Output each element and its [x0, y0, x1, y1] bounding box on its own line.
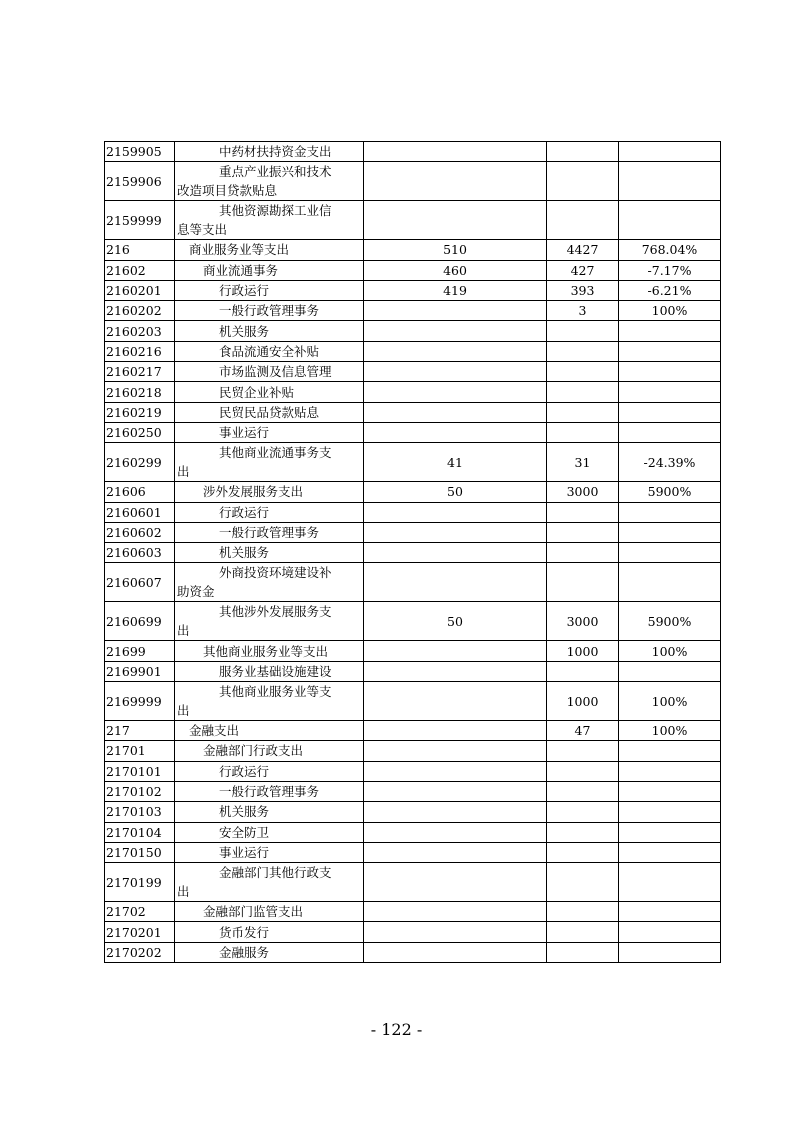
- value-prev-year: [364, 741, 547, 761]
- row-code: 2170103: [105, 802, 175, 822]
- value-prev-year: [364, 641, 547, 661]
- table-row: [105, 682, 721, 721]
- value-change: [619, 522, 721, 542]
- value-current: [547, 162, 619, 201]
- value-current: 31: [547, 443, 619, 482]
- value-prev-year: [364, 661, 547, 681]
- value-current: [547, 842, 619, 862]
- value-current: [547, 142, 619, 162]
- value-prev-year: [364, 682, 547, 721]
- row-name: [175, 602, 364, 641]
- row-name: 机关服务: [175, 321, 364, 341]
- value-prev-year: [364, 543, 547, 563]
- value-prev-year: [364, 863, 547, 902]
- row-name-line1: 外商投资环境建设补: [219, 565, 332, 581]
- row-name: 商业流通事务: [175, 260, 364, 280]
- row-code: 21699: [105, 641, 175, 661]
- row-code: 2170101: [105, 761, 175, 781]
- row-code: 2170104: [105, 822, 175, 842]
- value-prev-year: 460: [364, 260, 547, 280]
- value-current: 3000: [547, 482, 619, 502]
- value-change: [619, 201, 721, 240]
- table-row: [105, 721, 721, 741]
- table-row: [105, 422, 721, 442]
- table-row: [105, 362, 721, 382]
- value-current: [547, 661, 619, 681]
- table-row: [105, 922, 721, 942]
- value-current: [547, 321, 619, 341]
- table-row: [105, 142, 721, 162]
- row-name: 行政运行: [175, 502, 364, 522]
- row-name: 金融部门监管支出: [175, 902, 364, 922]
- row-name: 民贸企业补贴: [175, 382, 364, 402]
- row-code: 2170202: [105, 942, 175, 962]
- value-change: [619, 502, 721, 522]
- budget-table: [104, 141, 721, 963]
- value-prev-year: [364, 563, 547, 602]
- row-code: 216: [105, 240, 175, 260]
- value-current: [547, 341, 619, 361]
- value-current: [547, 543, 619, 563]
- value-current: 393: [547, 280, 619, 300]
- table-row: [105, 280, 721, 300]
- value-change: [619, 661, 721, 681]
- row-name: 商业服务业等支出: [175, 240, 364, 260]
- value-change: 5900%: [619, 482, 721, 502]
- value-change: [619, 341, 721, 361]
- value-current: [547, 942, 619, 962]
- value-prev-year: 41: [364, 443, 547, 482]
- row-name-line2: 助资金: [177, 584, 215, 600]
- value-prev-year: [364, 321, 547, 341]
- row-code: 2160299: [105, 443, 175, 482]
- value-prev-year: [364, 842, 547, 862]
- row-code: 2169901: [105, 661, 175, 681]
- value-change: [619, 902, 721, 922]
- value-change: 100%: [619, 721, 721, 741]
- value-prev-year: [364, 142, 547, 162]
- row-code: 2160607: [105, 563, 175, 602]
- value-change: -24.39%: [619, 443, 721, 482]
- row-name: [175, 443, 364, 482]
- table-row: [105, 661, 721, 681]
- row-name-line1: 重点产业振兴和技术: [219, 164, 332, 180]
- table-row: [105, 260, 721, 280]
- value-change: 100%: [619, 682, 721, 721]
- row-code: 2160250: [105, 422, 175, 442]
- row-name: 行政运行: [175, 280, 364, 300]
- row-code: 2160699: [105, 602, 175, 641]
- row-name-line2: 改造项目贷款贴息: [177, 183, 278, 199]
- value-change: [619, 822, 721, 842]
- value-current: 4427: [547, 240, 619, 260]
- row-name-line1: 其他商业流通事务支: [219, 445, 332, 461]
- value-current: 47: [547, 721, 619, 741]
- value-prev-year: 50: [364, 482, 547, 502]
- row-name: 机关服务: [175, 543, 364, 563]
- table-row: [105, 301, 721, 321]
- value-change: -7.17%: [619, 260, 721, 280]
- row-name: 行政运行: [175, 761, 364, 781]
- table-row: [105, 602, 721, 641]
- value-change: [619, 543, 721, 563]
- row-name: [175, 863, 364, 902]
- row-name: 金融服务: [175, 942, 364, 962]
- row-code: 21606: [105, 482, 175, 502]
- row-name-line2: 息等支出: [177, 222, 228, 238]
- value-prev-year: [364, 822, 547, 842]
- value-change: [619, 382, 721, 402]
- value-prev-year: [364, 902, 547, 922]
- value-current: [547, 863, 619, 902]
- table-row: [105, 162, 721, 201]
- row-code: 2170102: [105, 781, 175, 801]
- row-code: 2160219: [105, 402, 175, 422]
- value-change: [619, 842, 721, 862]
- table-row: [105, 502, 721, 522]
- table-row: [105, 240, 721, 260]
- table-row: [105, 402, 721, 422]
- value-prev-year: [364, 922, 547, 942]
- value-change: -6.21%: [619, 280, 721, 300]
- value-current: [547, 922, 619, 942]
- row-name: [175, 682, 364, 721]
- row-code: 2169999: [105, 682, 175, 721]
- value-current: [547, 502, 619, 522]
- value-change: [619, 761, 721, 781]
- row-name: 事业运行: [175, 842, 364, 862]
- row-name: 其他商业服务业等支出: [175, 641, 364, 661]
- value-current: [547, 563, 619, 602]
- row-name: 涉外发展服务支出: [175, 482, 364, 502]
- row-name: 金融支出: [175, 721, 364, 741]
- value-prev-year: [364, 942, 547, 962]
- value-change: [619, 321, 721, 341]
- row-code: 2159905: [105, 142, 175, 162]
- row-name: 安全防卫: [175, 822, 364, 842]
- value-current: [547, 201, 619, 240]
- value-change: 768.04%: [619, 240, 721, 260]
- value-current: [547, 761, 619, 781]
- row-name-line2: 出: [177, 703, 190, 719]
- row-name: 食品流通安全补贴: [175, 341, 364, 361]
- table-row: [105, 902, 721, 922]
- table-row: [105, 443, 721, 482]
- row-code: 21702: [105, 902, 175, 922]
- row-name-line1: 其他资源勘探工业信: [219, 203, 332, 219]
- value-change: [619, 802, 721, 822]
- value-prev-year: [364, 721, 547, 741]
- value-current: [547, 802, 619, 822]
- value-change: [619, 422, 721, 442]
- value-change: [619, 362, 721, 382]
- row-name: 事业运行: [175, 422, 364, 442]
- row-code: 2160217: [105, 362, 175, 382]
- row-name: 金融部门行政支出: [175, 741, 364, 761]
- value-prev-year: [364, 761, 547, 781]
- row-code: 2160216: [105, 341, 175, 361]
- row-name: 一般行政管理事务: [175, 781, 364, 801]
- row-code: 2160603: [105, 543, 175, 563]
- row-name-line2: 出: [177, 884, 190, 900]
- value-prev-year: [364, 162, 547, 201]
- value-change: 5900%: [619, 602, 721, 641]
- value-prev-year: [364, 402, 547, 422]
- value-prev-year: [364, 382, 547, 402]
- value-change: [619, 142, 721, 162]
- table-row: [105, 382, 721, 402]
- table-row: [105, 522, 721, 542]
- value-current: 3: [547, 301, 619, 321]
- row-code: 21602: [105, 260, 175, 280]
- value-prev-year: [364, 301, 547, 321]
- row-name: 机关服务: [175, 802, 364, 822]
- table-row: [105, 563, 721, 602]
- table-row: [105, 641, 721, 661]
- row-code: 2170201: [105, 922, 175, 942]
- value-prev-year: [364, 802, 547, 822]
- value-change: [619, 922, 721, 942]
- row-name: 服务业基础设施建设: [175, 661, 364, 681]
- table-row: [105, 942, 721, 962]
- value-current: 3000: [547, 602, 619, 641]
- row-code: 2160602: [105, 522, 175, 542]
- value-prev-year: [364, 522, 547, 542]
- table-row: [105, 863, 721, 902]
- value-current: 1000: [547, 682, 619, 721]
- table-row: [105, 482, 721, 502]
- value-prev-year: [364, 201, 547, 240]
- value-prev-year: 50: [364, 602, 547, 641]
- row-name-line1: 金融部门其他行政支: [219, 865, 332, 881]
- value-change: 100%: [619, 641, 721, 661]
- table-row: [105, 781, 721, 801]
- value-change: [619, 162, 721, 201]
- row-name-line2: 出: [177, 623, 190, 639]
- table-row: [105, 741, 721, 761]
- value-change: [619, 942, 721, 962]
- value-prev-year: 510: [364, 240, 547, 260]
- row-code: 2170199: [105, 863, 175, 902]
- row-name: [175, 563, 364, 602]
- table-row: [105, 341, 721, 361]
- value-current: [547, 781, 619, 801]
- table-row: [105, 201, 721, 240]
- value-current: [547, 741, 619, 761]
- value-current: [547, 902, 619, 922]
- row-code: 2170150: [105, 842, 175, 862]
- value-current: 1000: [547, 641, 619, 661]
- row-name: 货币发行: [175, 922, 364, 942]
- value-prev-year: 419: [364, 280, 547, 300]
- row-name: [175, 201, 364, 240]
- table-row: [105, 761, 721, 781]
- value-current: [547, 522, 619, 542]
- row-name-line1: 其他商业服务业等支: [219, 684, 332, 700]
- value-current: [547, 822, 619, 842]
- row-code: 2159906: [105, 162, 175, 201]
- value-current: 427: [547, 260, 619, 280]
- table-body: [105, 142, 721, 963]
- row-name: [175, 162, 364, 201]
- value-prev-year: [364, 422, 547, 442]
- table-row: [105, 842, 721, 862]
- row-code: 21701: [105, 741, 175, 761]
- value-current: [547, 382, 619, 402]
- row-code: 2159999: [105, 201, 175, 240]
- row-name: 民贸民品贷款贴息: [175, 402, 364, 422]
- value-current: [547, 402, 619, 422]
- value-change: 100%: [619, 301, 721, 321]
- row-code: 2160202: [105, 301, 175, 321]
- page-number: - 122 -: [370, 1020, 423, 1039]
- table-row: [105, 802, 721, 822]
- value-change: [619, 781, 721, 801]
- table-row: [105, 822, 721, 842]
- value-change: [619, 741, 721, 761]
- value-change: [619, 863, 721, 902]
- table-row: [105, 543, 721, 563]
- row-name: 一般行政管理事务: [175, 301, 364, 321]
- value-prev-year: [364, 781, 547, 801]
- row-code: 2160203: [105, 321, 175, 341]
- row-name-line1: 其他涉外发展服务支: [219, 604, 332, 620]
- row-code: 217: [105, 721, 175, 741]
- value-current: [547, 362, 619, 382]
- value-change: [619, 563, 721, 602]
- value-prev-year: [364, 502, 547, 522]
- row-code: 2160601: [105, 502, 175, 522]
- row-code: 2160201: [105, 280, 175, 300]
- row-name: 市场监测及信息管理: [175, 362, 364, 382]
- row-code: 2160218: [105, 382, 175, 402]
- value-current: [547, 422, 619, 442]
- table-row: [105, 321, 721, 341]
- value-change: [619, 402, 721, 422]
- value-prev-year: [364, 341, 547, 361]
- row-name: 一般行政管理事务: [175, 522, 364, 542]
- row-name: 中药材扶持资金支出: [175, 142, 364, 162]
- row-name-line2: 出: [177, 464, 190, 480]
- value-prev-year: [364, 362, 547, 382]
